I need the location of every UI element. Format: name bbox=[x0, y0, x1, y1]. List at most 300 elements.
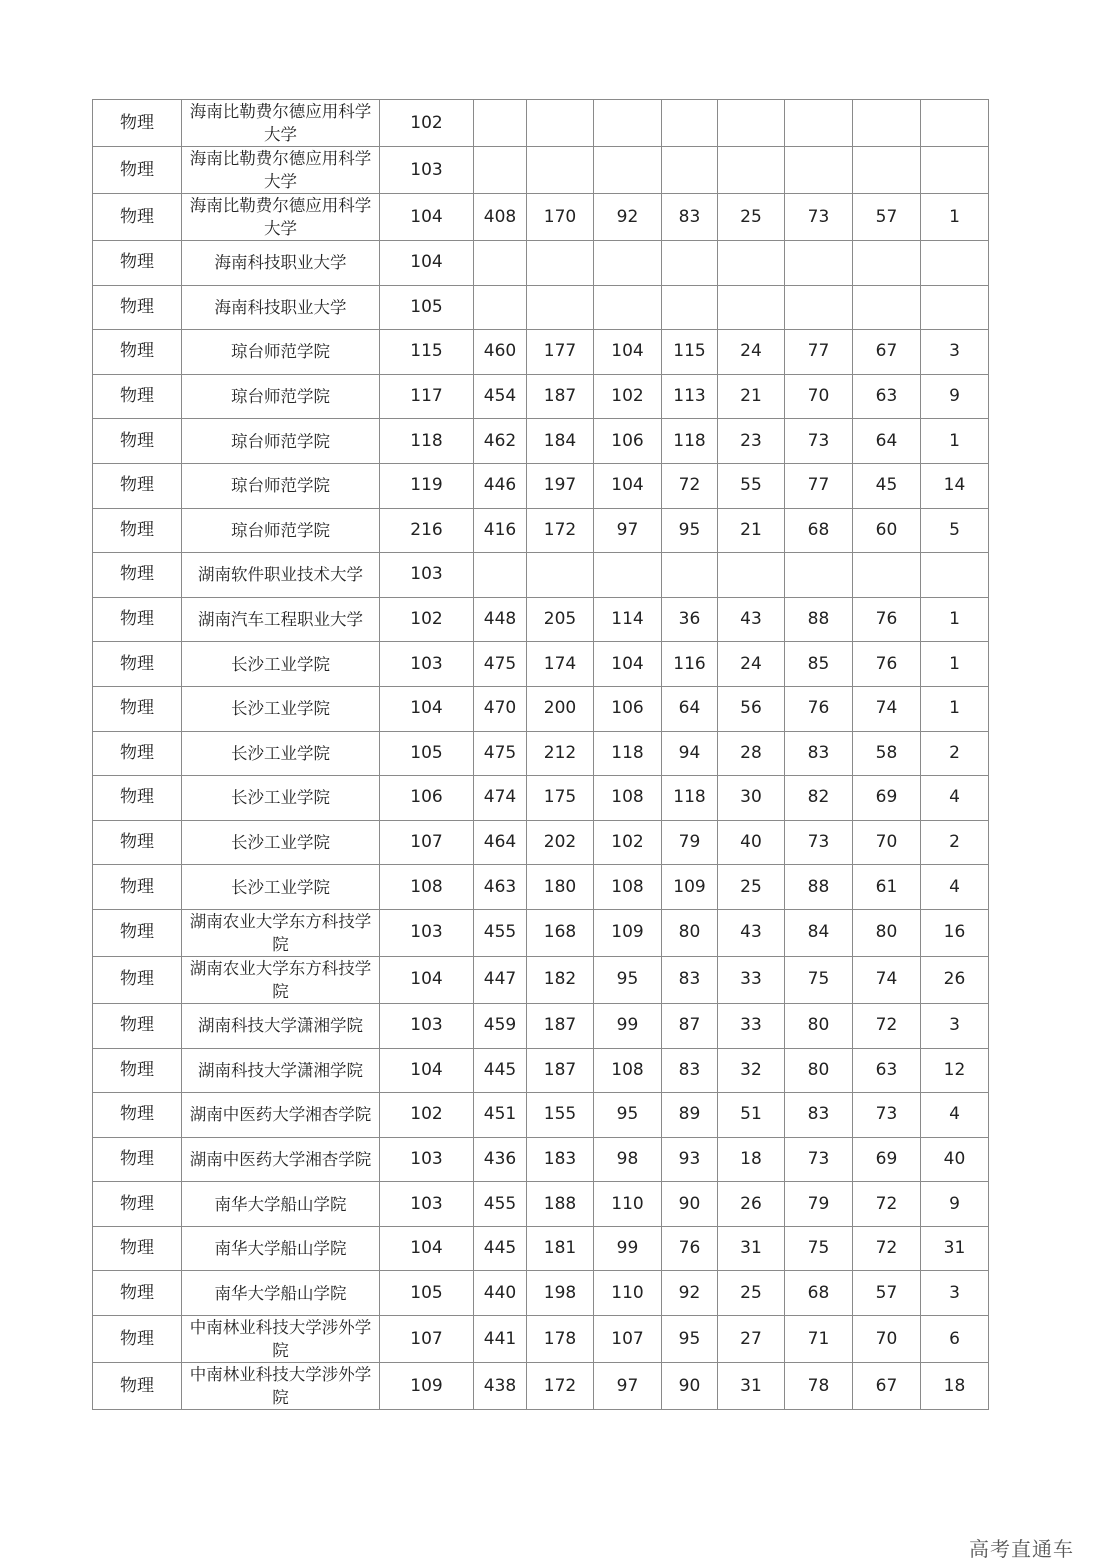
score-cell-8: 26 bbox=[921, 956, 989, 1003]
group-code-cell: 119 bbox=[380, 463, 474, 508]
score-cell-4: 92 bbox=[662, 1271, 718, 1316]
score-cell-7: 57 bbox=[853, 1271, 921, 1316]
score-cell-6: 68 bbox=[785, 508, 853, 553]
subject-cell: 物理 bbox=[93, 642, 182, 687]
score-cell-3: 97 bbox=[594, 1363, 662, 1410]
table-row bbox=[93, 285, 989, 330]
score-cell-1: 416 bbox=[474, 508, 527, 553]
score-cell-3: 108 bbox=[594, 865, 662, 910]
score-cell-7 bbox=[853, 147, 921, 194]
score-cell-3: 107 bbox=[594, 1316, 662, 1363]
group-code-cell: 109 bbox=[380, 1363, 474, 1410]
group-code-cell: 105 bbox=[380, 731, 474, 776]
group-code-cell: 105 bbox=[380, 285, 474, 330]
score-cell-8: 18 bbox=[921, 1363, 989, 1410]
score-cell-5: 55 bbox=[718, 463, 785, 508]
score-cell-4: 95 bbox=[662, 508, 718, 553]
score-cell-3: 102 bbox=[594, 820, 662, 865]
score-cell-2 bbox=[527, 147, 594, 194]
group-code-cell: 103 bbox=[380, 147, 474, 194]
score-cell-6: 75 bbox=[785, 956, 853, 1003]
table-row bbox=[93, 1316, 989, 1363]
score-cell-4: 89 bbox=[662, 1093, 718, 1138]
score-cell-5: 33 bbox=[718, 956, 785, 1003]
score-cell-3 bbox=[594, 147, 662, 194]
table-row bbox=[93, 1226, 989, 1271]
subject-cell: 物理 bbox=[93, 100, 182, 147]
score-cell-2: 178 bbox=[527, 1316, 594, 1363]
score-cell-8: 5 bbox=[921, 508, 989, 553]
table-row bbox=[93, 463, 989, 508]
table-row bbox=[93, 1003, 989, 1048]
score-cell-2: 187 bbox=[527, 1048, 594, 1093]
school-cell: 长沙工业学院 bbox=[182, 820, 380, 865]
table-row bbox=[93, 1363, 989, 1410]
school-cell: 湖南软件职业技术大学 bbox=[182, 553, 380, 598]
school-cell: 湖南农业大学东方科技学院 bbox=[182, 956, 380, 1003]
score-cell-1: 451 bbox=[474, 1093, 527, 1138]
school-cell: 湖南农业大学东方科技学院 bbox=[182, 909, 380, 956]
score-cell-2 bbox=[527, 241, 594, 286]
school-cell: 南华大学船山学院 bbox=[182, 1182, 380, 1227]
score-cell-7: 69 bbox=[853, 776, 921, 821]
table-row bbox=[93, 597, 989, 642]
school-cell: 海南比勒费尔德应用科学大学 bbox=[182, 100, 380, 147]
subject-cell: 物理 bbox=[93, 597, 182, 642]
score-cell-8: 1 bbox=[921, 419, 989, 464]
score-cell-8: 3 bbox=[921, 1003, 989, 1048]
score-cell-7 bbox=[853, 553, 921, 598]
score-cell-1: 454 bbox=[474, 374, 527, 419]
score-cell-6: 77 bbox=[785, 330, 853, 375]
score-cell-8: 1 bbox=[921, 194, 989, 241]
score-cell-6: 80 bbox=[785, 1003, 853, 1048]
school-cell: 琼台师范学院 bbox=[182, 419, 380, 464]
score-cell-8: 16 bbox=[921, 909, 989, 956]
score-cell-5: 27 bbox=[718, 1316, 785, 1363]
subject-cell: 物理 bbox=[93, 956, 182, 1003]
table-row bbox=[93, 642, 989, 687]
score-cell-6: 83 bbox=[785, 731, 853, 776]
subject-cell: 物理 bbox=[93, 1048, 182, 1093]
score-cell-4: 83 bbox=[662, 956, 718, 1003]
score-cell-3: 109 bbox=[594, 909, 662, 956]
score-cell-4: 118 bbox=[662, 776, 718, 821]
subject-cell: 物理 bbox=[93, 686, 182, 731]
score-cell-5: 25 bbox=[718, 1271, 785, 1316]
score-cell-5 bbox=[718, 553, 785, 598]
score-cell-5: 43 bbox=[718, 909, 785, 956]
school-cell: 中南林业科技大学涉外学院 bbox=[182, 1363, 380, 1410]
score-cell-6: 80 bbox=[785, 1048, 853, 1093]
score-cell-3 bbox=[594, 553, 662, 598]
school-cell: 南华大学船山学院 bbox=[182, 1271, 380, 1316]
score-cell-4: 87 bbox=[662, 1003, 718, 1048]
score-cell-4: 94 bbox=[662, 731, 718, 776]
school-cell: 海南科技职业大学 bbox=[182, 285, 380, 330]
score-cell-4: 95 bbox=[662, 1316, 718, 1363]
score-cell-7 bbox=[853, 285, 921, 330]
school-cell: 琼台师范学院 bbox=[182, 463, 380, 508]
score-cell-1 bbox=[474, 285, 527, 330]
score-cell-8: 2 bbox=[921, 820, 989, 865]
score-cell-1: 441 bbox=[474, 1316, 527, 1363]
school-cell: 湖南科技大学潇湘学院 bbox=[182, 1003, 380, 1048]
score-cell-4: 64 bbox=[662, 686, 718, 731]
score-cell-7: 63 bbox=[853, 1048, 921, 1093]
school-cell: 长沙工业学院 bbox=[182, 686, 380, 731]
score-cell-2: 177 bbox=[527, 330, 594, 375]
score-cell-2 bbox=[527, 553, 594, 598]
score-cell-6 bbox=[785, 100, 853, 147]
score-cell-4: 80 bbox=[662, 909, 718, 956]
score-cell-6: 82 bbox=[785, 776, 853, 821]
table-row bbox=[93, 1093, 989, 1138]
score-cell-5: 32 bbox=[718, 1048, 785, 1093]
score-cell-6: 78 bbox=[785, 1363, 853, 1410]
admission-score-table bbox=[92, 99, 989, 1410]
score-cell-5 bbox=[718, 147, 785, 194]
score-cell-4 bbox=[662, 241, 718, 286]
group-code-cell: 103 bbox=[380, 642, 474, 687]
score-cell-1: 447 bbox=[474, 956, 527, 1003]
score-cell-6: 73 bbox=[785, 1137, 853, 1182]
group-code-cell: 104 bbox=[380, 241, 474, 286]
score-cell-4 bbox=[662, 553, 718, 598]
score-cell-7: 45 bbox=[853, 463, 921, 508]
subject-cell: 物理 bbox=[93, 909, 182, 956]
score-cell-2: 187 bbox=[527, 1003, 594, 1048]
table-row bbox=[93, 1271, 989, 1316]
school-cell: 湖南汽车工程职业大学 bbox=[182, 597, 380, 642]
score-cell-7 bbox=[853, 100, 921, 147]
group-code-cell: 107 bbox=[380, 1316, 474, 1363]
subject-cell: 物理 bbox=[93, 776, 182, 821]
score-cell-8: 4 bbox=[921, 776, 989, 821]
score-cell-1: 438 bbox=[474, 1363, 527, 1410]
score-cell-3: 104 bbox=[594, 463, 662, 508]
score-cell-1: 445 bbox=[474, 1048, 527, 1093]
group-code-cell: 105 bbox=[380, 1271, 474, 1316]
score-cell-4: 72 bbox=[662, 463, 718, 508]
table-row bbox=[93, 330, 989, 375]
score-cell-8 bbox=[921, 100, 989, 147]
subject-cell: 物理 bbox=[93, 419, 182, 464]
score-cell-1: 474 bbox=[474, 776, 527, 821]
score-cell-4 bbox=[662, 100, 718, 147]
score-cell-4: 115 bbox=[662, 330, 718, 375]
score-cell-1: 463 bbox=[474, 865, 527, 910]
score-cell-2: 181 bbox=[527, 1226, 594, 1271]
score-cell-4: 79 bbox=[662, 820, 718, 865]
score-cell-2: 155 bbox=[527, 1093, 594, 1138]
score-cell-4: 93 bbox=[662, 1137, 718, 1182]
score-cell-3 bbox=[594, 100, 662, 147]
table-row bbox=[93, 1048, 989, 1093]
score-cell-5 bbox=[718, 100, 785, 147]
score-cell-3: 97 bbox=[594, 508, 662, 553]
score-cell-4: 83 bbox=[662, 1048, 718, 1093]
group-code-cell: 103 bbox=[380, 1137, 474, 1182]
score-cell-8: 40 bbox=[921, 1137, 989, 1182]
group-code-cell: 216 bbox=[380, 508, 474, 553]
score-cell-1: 460 bbox=[474, 330, 527, 375]
subject-cell: 物理 bbox=[93, 147, 182, 194]
score-cell-5: 23 bbox=[718, 419, 785, 464]
score-cell-5: 21 bbox=[718, 508, 785, 553]
subject-cell: 物理 bbox=[93, 820, 182, 865]
score-cell-7: 57 bbox=[853, 194, 921, 241]
group-code-cell: 108 bbox=[380, 865, 474, 910]
score-cell-2: 172 bbox=[527, 1363, 594, 1410]
score-cell-3: 92 bbox=[594, 194, 662, 241]
score-cell-7: 72 bbox=[853, 1226, 921, 1271]
subject-cell: 物理 bbox=[93, 731, 182, 776]
subject-cell: 物理 bbox=[93, 374, 182, 419]
score-cell-2: 183 bbox=[527, 1137, 594, 1182]
score-cell-5: 30 bbox=[718, 776, 785, 821]
subject-cell: 物理 bbox=[93, 865, 182, 910]
table-row bbox=[93, 686, 989, 731]
school-cell: 琼台师范学院 bbox=[182, 374, 380, 419]
table-row bbox=[93, 241, 989, 286]
score-cell-3: 104 bbox=[594, 642, 662, 687]
score-cell-6: 71 bbox=[785, 1316, 853, 1363]
score-cell-8: 1 bbox=[921, 642, 989, 687]
score-cell-3: 104 bbox=[594, 330, 662, 375]
score-cell-1: 436 bbox=[474, 1137, 527, 1182]
subject-cell: 物理 bbox=[93, 1093, 182, 1138]
score-cell-2: 184 bbox=[527, 419, 594, 464]
score-cell-4: 83 bbox=[662, 194, 718, 241]
score-cell-8 bbox=[921, 147, 989, 194]
school-cell: 湖南科技大学潇湘学院 bbox=[182, 1048, 380, 1093]
table-row bbox=[93, 1137, 989, 1182]
score-cell-4: 109 bbox=[662, 865, 718, 910]
score-cell-2: 174 bbox=[527, 642, 594, 687]
table-row bbox=[93, 100, 989, 147]
score-cell-5: 25 bbox=[718, 865, 785, 910]
score-cell-4 bbox=[662, 147, 718, 194]
score-cell-7: 74 bbox=[853, 686, 921, 731]
score-cell-6: 83 bbox=[785, 1093, 853, 1138]
table-row bbox=[93, 147, 989, 194]
score-cell-5: 21 bbox=[718, 374, 785, 419]
score-cell-2: 180 bbox=[527, 865, 594, 910]
score-cell-6: 79 bbox=[785, 1182, 853, 1227]
school-cell: 长沙工业学院 bbox=[182, 776, 380, 821]
score-cell-6 bbox=[785, 553, 853, 598]
score-cell-3: 99 bbox=[594, 1003, 662, 1048]
group-code-cell: 103 bbox=[380, 553, 474, 598]
group-code-cell: 103 bbox=[380, 909, 474, 956]
score-cell-2: 172 bbox=[527, 508, 594, 553]
score-cell-7: 67 bbox=[853, 1363, 921, 1410]
score-cell-5: 24 bbox=[718, 642, 785, 687]
school-cell: 长沙工业学院 bbox=[182, 731, 380, 776]
score-cell-7: 80 bbox=[853, 909, 921, 956]
score-cell-4: 118 bbox=[662, 419, 718, 464]
score-cell-8 bbox=[921, 553, 989, 598]
score-cell-1 bbox=[474, 241, 527, 286]
score-cell-1: 475 bbox=[474, 642, 527, 687]
score-cell-3: 95 bbox=[594, 956, 662, 1003]
table-row bbox=[93, 776, 989, 821]
subject-cell: 物理 bbox=[93, 1182, 182, 1227]
table-row bbox=[93, 820, 989, 865]
score-cell-8: 6 bbox=[921, 1316, 989, 1363]
score-cell-7: 60 bbox=[853, 508, 921, 553]
group-code-cell: 107 bbox=[380, 820, 474, 865]
table-row bbox=[93, 956, 989, 1003]
score-cell-2: 168 bbox=[527, 909, 594, 956]
score-cell-5: 26 bbox=[718, 1182, 785, 1227]
score-cell-6: 88 bbox=[785, 865, 853, 910]
score-cell-1: 470 bbox=[474, 686, 527, 731]
score-cell-3: 114 bbox=[594, 597, 662, 642]
score-cell-3: 108 bbox=[594, 776, 662, 821]
subject-cell: 物理 bbox=[93, 1003, 182, 1048]
group-code-cell: 103 bbox=[380, 1003, 474, 1048]
score-cell-8: 4 bbox=[921, 1093, 989, 1138]
score-cell-6: 68 bbox=[785, 1271, 853, 1316]
subject-cell: 物理 bbox=[93, 330, 182, 375]
score-cell-6: 73 bbox=[785, 820, 853, 865]
group-code-cell: 117 bbox=[380, 374, 474, 419]
group-code-cell: 102 bbox=[380, 1093, 474, 1138]
score-cell-3 bbox=[594, 241, 662, 286]
group-code-cell: 103 bbox=[380, 1182, 474, 1227]
score-cell-3: 95 bbox=[594, 1093, 662, 1138]
score-cell-4: 90 bbox=[662, 1363, 718, 1410]
group-code-cell: 118 bbox=[380, 419, 474, 464]
table-row bbox=[93, 508, 989, 553]
group-code-cell: 104 bbox=[380, 956, 474, 1003]
score-cell-5: 24 bbox=[718, 330, 785, 375]
table-row bbox=[93, 553, 989, 598]
subject-cell: 物理 bbox=[93, 1363, 182, 1410]
score-cell-2: 200 bbox=[527, 686, 594, 731]
score-cell-8 bbox=[921, 285, 989, 330]
score-cell-2: 198 bbox=[527, 1271, 594, 1316]
score-cell-7: 76 bbox=[853, 597, 921, 642]
score-cell-5: 31 bbox=[718, 1363, 785, 1410]
score-cell-6: 75 bbox=[785, 1226, 853, 1271]
score-cell-1: 408 bbox=[474, 194, 527, 241]
score-cell-3: 102 bbox=[594, 374, 662, 419]
score-cell-5: 25 bbox=[718, 194, 785, 241]
score-cell-7: 69 bbox=[853, 1137, 921, 1182]
score-cell-1: 445 bbox=[474, 1226, 527, 1271]
school-cell: 湖南中医药大学湘杏学院 bbox=[182, 1137, 380, 1182]
score-cell-2 bbox=[527, 100, 594, 147]
score-cell-3 bbox=[594, 285, 662, 330]
score-cell-6: 84 bbox=[785, 909, 853, 956]
score-cell-6 bbox=[785, 147, 853, 194]
score-cell-8: 3 bbox=[921, 1271, 989, 1316]
score-cell-1: 440 bbox=[474, 1271, 527, 1316]
group-code-cell: 102 bbox=[380, 100, 474, 147]
table-row bbox=[93, 419, 989, 464]
group-code-cell: 106 bbox=[380, 776, 474, 821]
score-cell-6: 73 bbox=[785, 194, 853, 241]
score-cell-8: 9 bbox=[921, 1182, 989, 1227]
score-cell-5 bbox=[718, 241, 785, 286]
score-cell-2: 187 bbox=[527, 374, 594, 419]
score-cell-5 bbox=[718, 285, 785, 330]
score-cell-8: 9 bbox=[921, 374, 989, 419]
subject-cell: 物理 bbox=[93, 241, 182, 286]
table-body bbox=[93, 100, 989, 1410]
school-cell: 海南比勒费尔德应用科学大学 bbox=[182, 194, 380, 241]
subject-cell: 物理 bbox=[93, 508, 182, 553]
group-code-cell: 104 bbox=[380, 1048, 474, 1093]
score-cell-2: 182 bbox=[527, 956, 594, 1003]
score-cell-2: 188 bbox=[527, 1182, 594, 1227]
score-cell-1 bbox=[474, 147, 527, 194]
score-cell-3: 110 bbox=[594, 1182, 662, 1227]
group-code-cell: 102 bbox=[380, 597, 474, 642]
score-cell-8: 3 bbox=[921, 330, 989, 375]
score-cell-8: 31 bbox=[921, 1226, 989, 1271]
score-cell-7: 73 bbox=[853, 1093, 921, 1138]
score-cell-2: 170 bbox=[527, 194, 594, 241]
score-cell-2: 205 bbox=[527, 597, 594, 642]
school-cell: 琼台师范学院 bbox=[182, 508, 380, 553]
subject-cell: 物理 bbox=[93, 1316, 182, 1363]
group-code-cell: 104 bbox=[380, 194, 474, 241]
score-cell-6 bbox=[785, 285, 853, 330]
score-cell-2: 212 bbox=[527, 731, 594, 776]
score-cell-1: 455 bbox=[474, 909, 527, 956]
score-cell-7: 76 bbox=[853, 642, 921, 687]
score-cell-8: 14 bbox=[921, 463, 989, 508]
school-cell: 海南比勒费尔德应用科学大学 bbox=[182, 147, 380, 194]
score-cell-5: 31 bbox=[718, 1226, 785, 1271]
score-cell-8: 1 bbox=[921, 686, 989, 731]
score-cell-6: 77 bbox=[785, 463, 853, 508]
score-cell-5: 40 bbox=[718, 820, 785, 865]
score-cell-7: 64 bbox=[853, 419, 921, 464]
score-cell-4: 116 bbox=[662, 642, 718, 687]
school-cell: 琼台师范学院 bbox=[182, 330, 380, 375]
score-cell-5: 33 bbox=[718, 1003, 785, 1048]
score-cell-7: 72 bbox=[853, 1182, 921, 1227]
score-cell-6: 73 bbox=[785, 419, 853, 464]
score-cell-1: 464 bbox=[474, 820, 527, 865]
score-cell-1: 455 bbox=[474, 1182, 527, 1227]
score-cell-6: 70 bbox=[785, 374, 853, 419]
score-cell-4: 36 bbox=[662, 597, 718, 642]
score-cell-1: 446 bbox=[474, 463, 527, 508]
group-code-cell: 104 bbox=[380, 1226, 474, 1271]
score-cell-4 bbox=[662, 285, 718, 330]
subject-cell: 物理 bbox=[93, 194, 182, 241]
score-cell-5: 28 bbox=[718, 731, 785, 776]
score-cell-1: 459 bbox=[474, 1003, 527, 1048]
subject-cell: 物理 bbox=[93, 1137, 182, 1182]
subject-cell: 物理 bbox=[93, 1271, 182, 1316]
watermark: 高考直通车 bbox=[969, 1537, 1074, 1561]
score-cell-4: 90 bbox=[662, 1182, 718, 1227]
score-cell-7: 67 bbox=[853, 330, 921, 375]
score-cell-1: 448 bbox=[474, 597, 527, 642]
score-cell-2: 175 bbox=[527, 776, 594, 821]
score-cell-3: 108 bbox=[594, 1048, 662, 1093]
table-row bbox=[93, 731, 989, 776]
score-cell-6: 85 bbox=[785, 642, 853, 687]
school-cell: 长沙工业学院 bbox=[182, 865, 380, 910]
